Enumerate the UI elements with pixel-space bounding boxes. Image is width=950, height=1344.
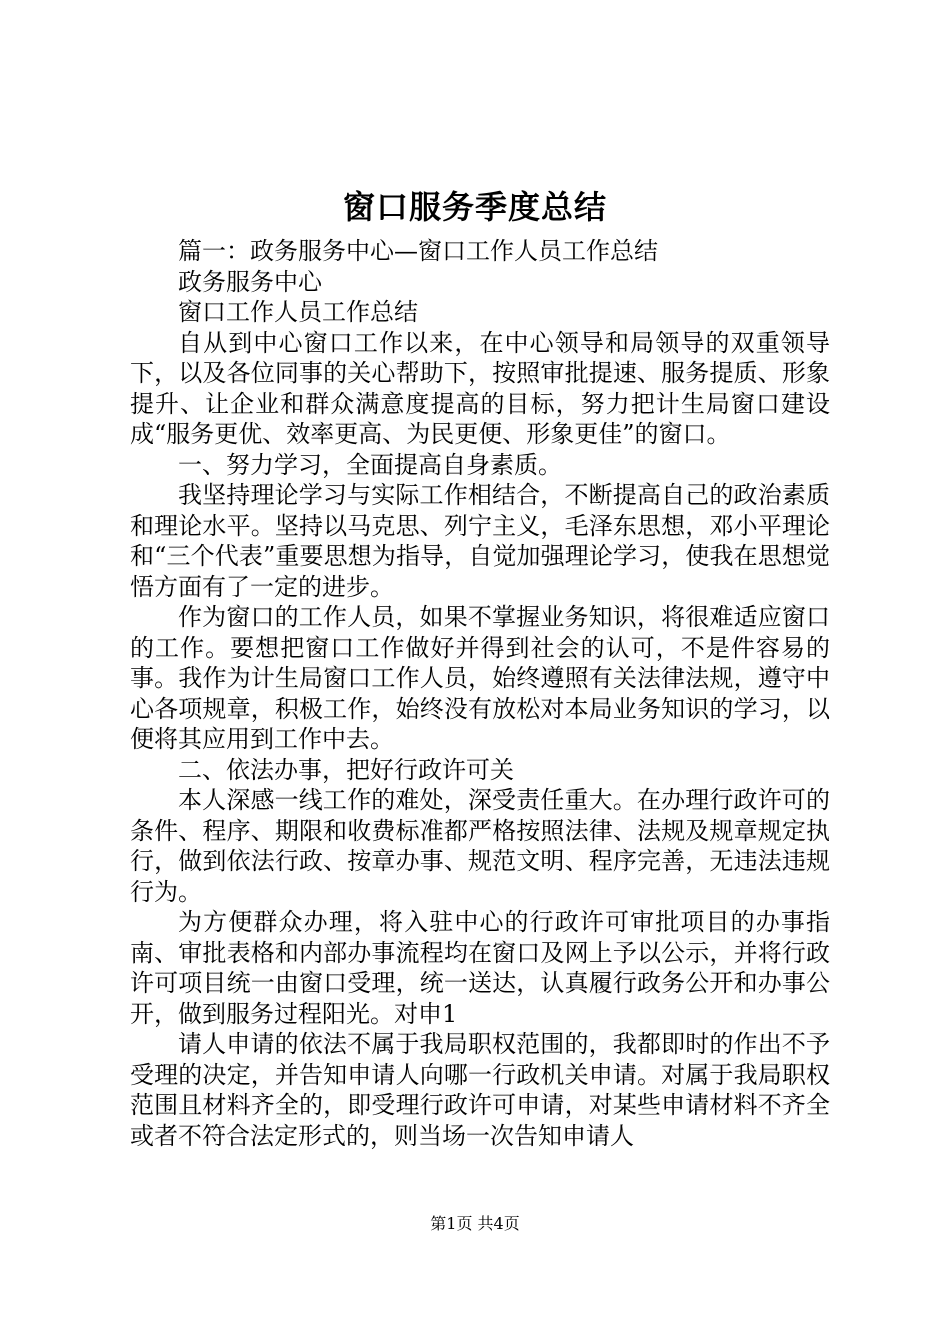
document-title: 窗口服务季度总结	[342, 188, 607, 226]
body-paragraph: 自从到中心窗口工作以来，在中心领导和局领导的双重领导下，以及各位同事的关心帮助下，按照审批提速、服务提质、形象提升、让企业和群众满意度提高的目标，努力把计生局窗口建设成“服务更优、效率更高、为民更便、形象更佳”的窗口。	[130, 328, 830, 448]
body-paragraph: 请人申请的依法不属于我局职权范围的，我都即时的作出不予受理的决定，并告知申请人向哪一行政机关申请。对属于我局职权范围且材料齐全的，即受理行政许可申请，对某些申请材料不齐全或者不符合法定形式的，则当场一次告知申请人	[130, 1030, 830, 1150]
section-heading-1: 篇一：政务服务中心—窗口工作人员工作总结	[178, 237, 658, 265]
subheading-line: 政务服务中心	[178, 267, 322, 296]
section-heading-2: 一、努力学习，全面提高自身素质。	[178, 450, 562, 479]
body-paragraph: 我坚持理论学习与实际工作相结合，不断提高自己的政治素质和理论水平。坚持以马克思、列宁主义，毛泽东思想，邓小平理论和“三个代表”重要思想为指导，自觉加强理论学习，使我在思想觉悟方面有了一定的进步。	[130, 481, 830, 601]
body-paragraph: 本人深感一线工作的难处，深受责任重大。在办理行政许可的条件、程序、期限和收费标准都严格按照法律、法规及规章规定执行，做到依法行政、按章办事、规范文明、程序完善，无违法违规行为。	[130, 786, 830, 906]
body-paragraph: 作为窗口的工作人员，如果不掌握业务知识，将很难适应窗口的工作。要想把窗口工作做好并得到社会的认可，不是件容易的事。我作为计生局窗口工作人员，始终遵照有关法律法规，遵守中心各项规章，积极工作，始终没有放松对本局业务知识的学习，以便将其应用到工作中去。	[130, 603, 830, 753]
body-paragraph: 为方便群众办理，将入驻中心的行政许可审批项目的办事指南、审批表格和内部办事流程均在窗口及网上予以公示，并将行政许可项目统一由窗口受理，统一送达，认真履行政务公开和办事公开，做到服务过程阳光。对申1	[130, 908, 830, 1028]
page-number-footer: 第1页 共4页	[430, 1214, 520, 1233]
section-heading-3: 二、依法办事，把好行政许可关	[178, 755, 514, 784]
document-body	[130, 236, 830, 1151]
subheading-line: 窗口工作人员工作总结	[178, 298, 418, 326]
